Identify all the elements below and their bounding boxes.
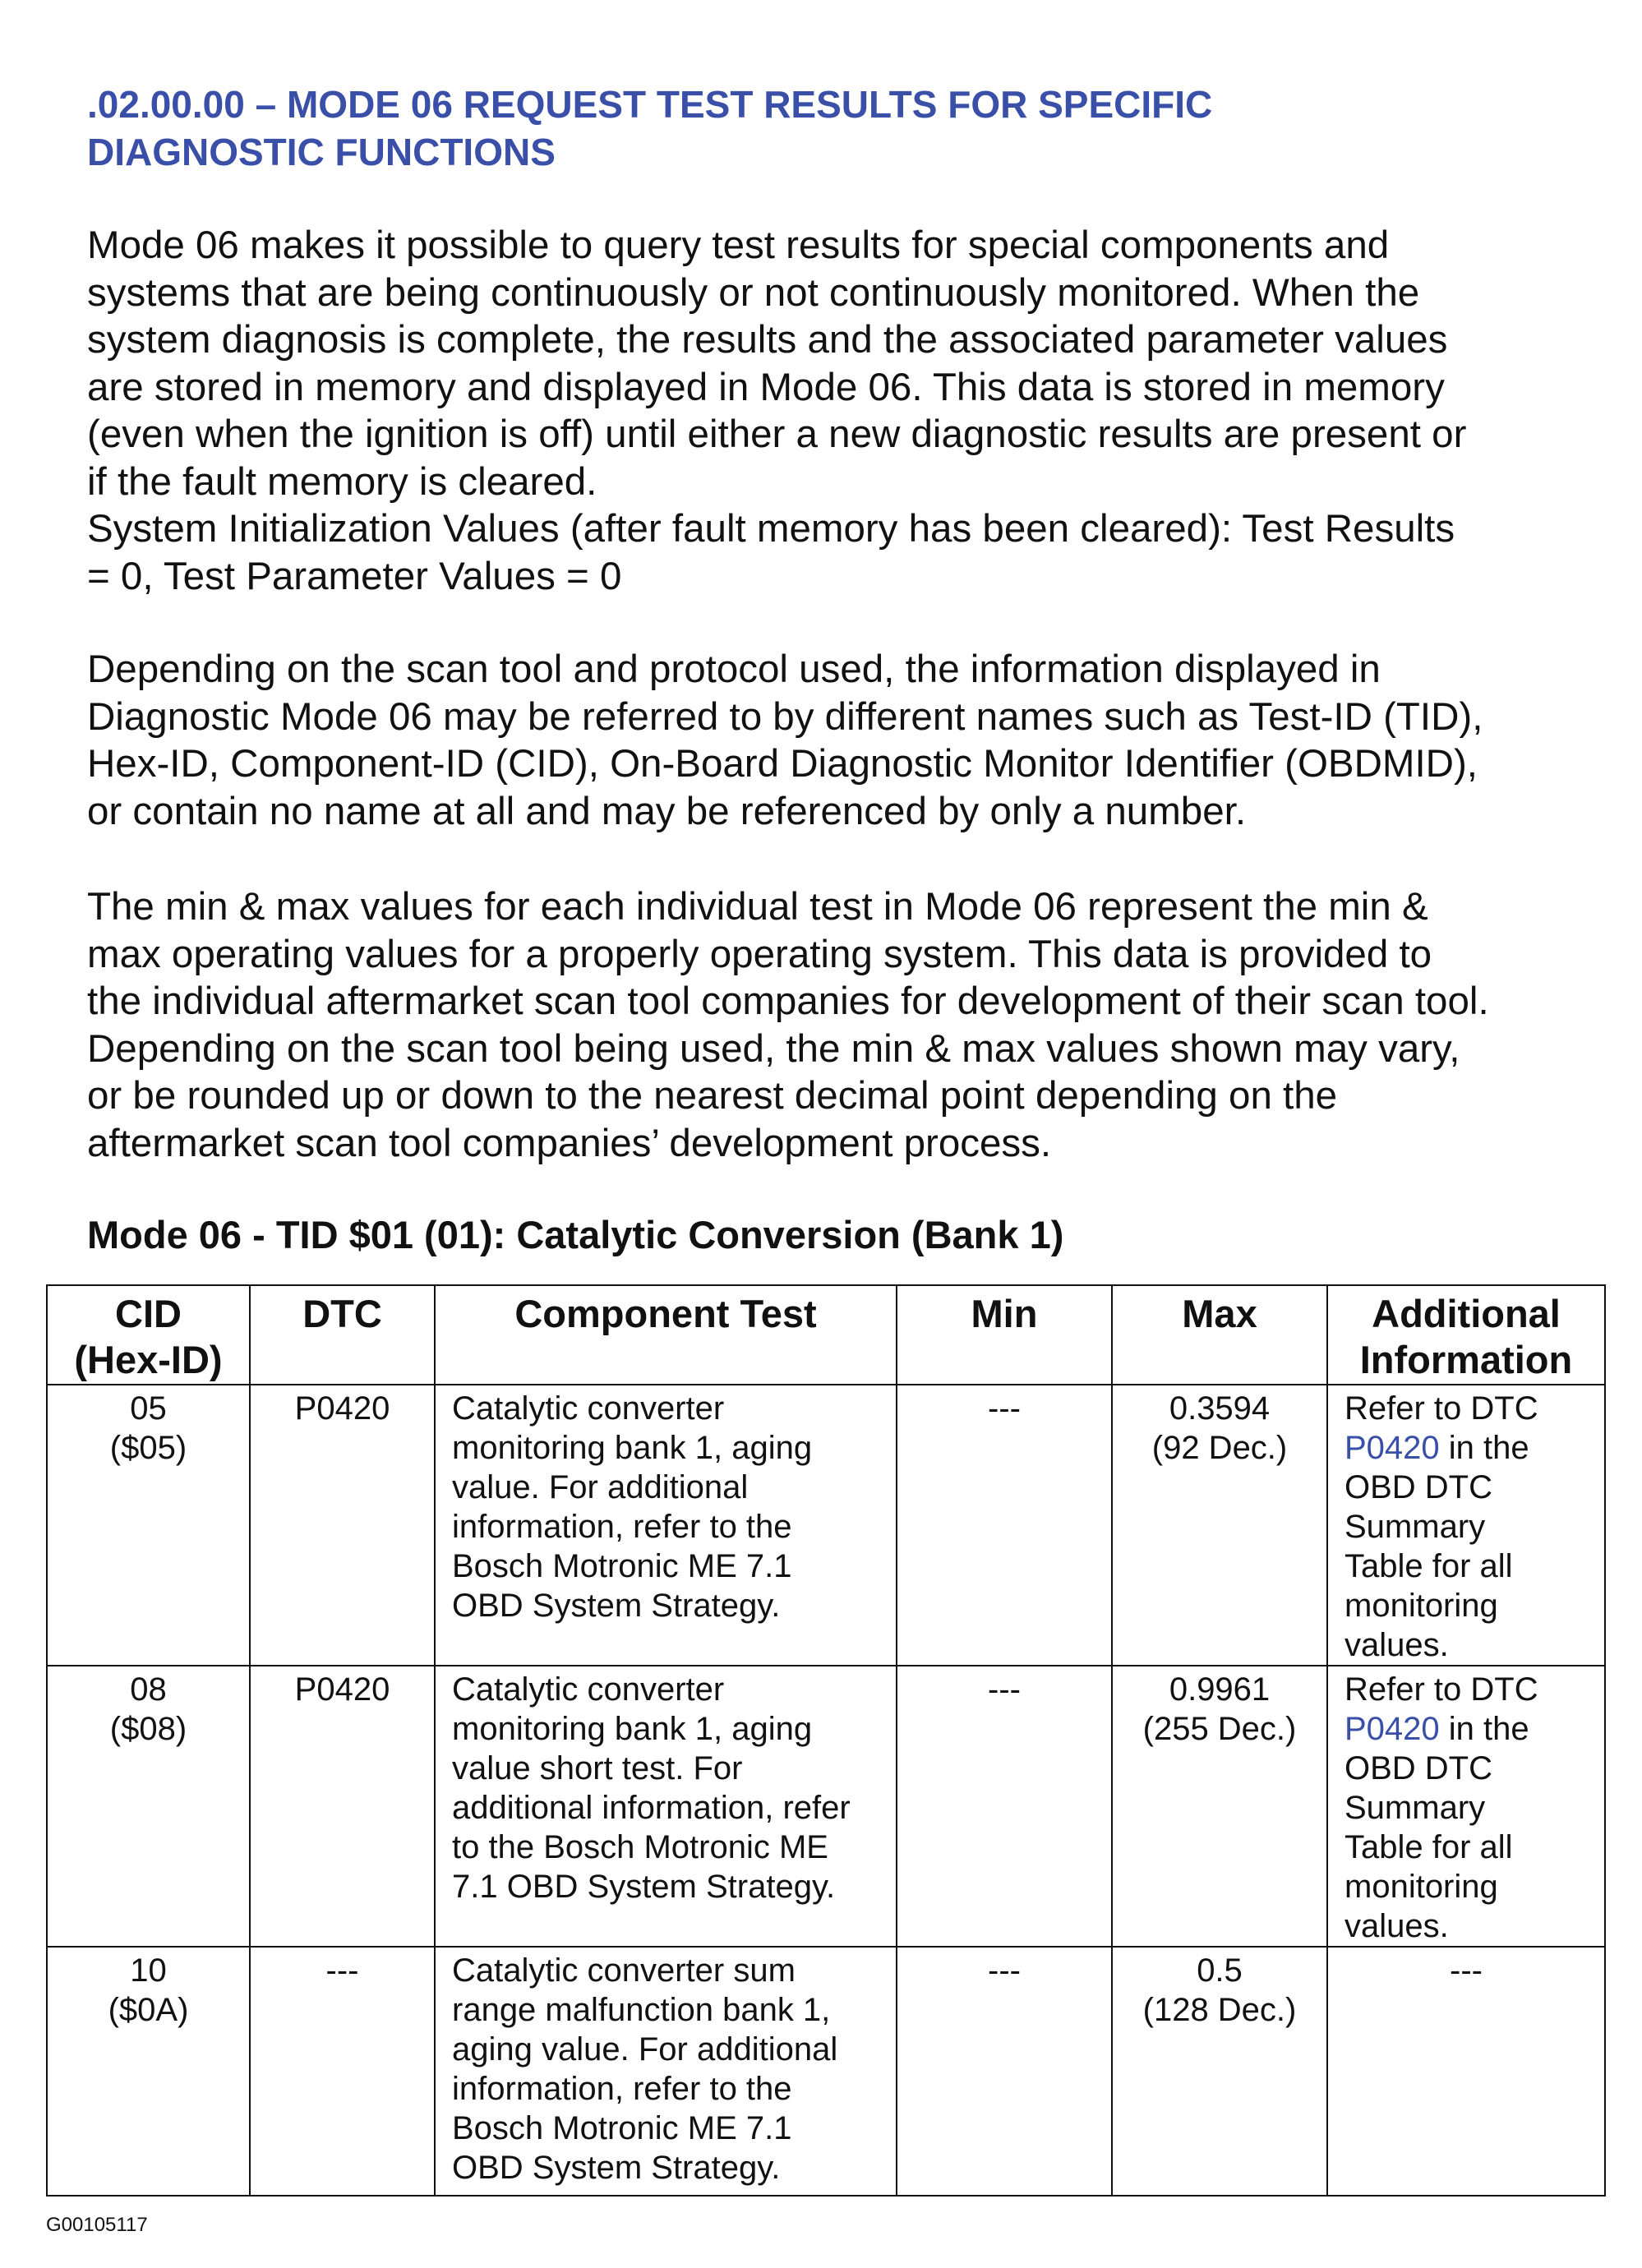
text-line: Hex-ID, Component-ID (CID), On-Board Diagnostic Monitor Identifier (OBDMID), [87,742,1478,786]
header-dtc: DTC [250,1285,435,1385]
text-line: Depending on the scan tool and protocol used, the information displayed in [87,648,1381,691]
text-line: System Initialization Values (after fault memory has been cleared): Test Results [87,507,1455,551]
cell-max: 0.9961 (255 Dec.) [1112,1666,1327,1947]
section-title [87,81,1550,176]
text-line: Depending on the scan tool being used, the min & max values shown may vary, [87,1026,1460,1071]
cell-dtc: P0420 [250,1666,435,1947]
cell-max: 0.5 (128 Dec.) [1112,1947,1327,2196]
header-max: Max [1112,1285,1327,1385]
text-line: the individual aftermarket scan tool companies for development of their scan tool. [87,980,1489,1023]
text-line: The min & max values for each individual test in Mode 06 represent the min & [87,885,1428,929]
header-min: Min [897,1285,1112,1385]
header-component-test: Component Test [435,1285,897,1385]
cell-cid: 05 ($05) [47,1385,250,1666]
text-line: Diagnostic Mode 06 may be referred to by different names such as Test-ID (TID), [87,694,1483,739]
text-line: aftermarket scan tool companies’ development process. [87,1121,1052,1165]
table-row [47,1666,1605,1947]
text-line: or be rounded up or down to the nearest decimal point depending on the [87,1074,1338,1118]
cell-min: --- [897,1947,1112,2196]
mode06-results-table [46,1284,1606,2197]
header-cid: CID (Hex-ID) [47,1285,250,1385]
cell-component-test: Catalytic converter sum range malfunction bank 1, aging value. For additional information, refer to the Bosch Motronic ME 7.1 OBD System Strategy. [435,1947,897,2196]
cell-max: 0.3594 (92 Dec.) [1112,1385,1327,1666]
intro-paragraph [87,222,1616,600]
table-title: Mode 06 - TID $01 (01): Catalytic Conversion (Bank 1) [87,1213,1064,1256]
naming-paragraph [87,646,1616,835]
cell-dtc: P0420 [250,1385,435,1666]
text-line: max operating values for a properly operating system. This data is provided to [87,932,1432,976]
dtc-link-p0420[interactable]: P0420 [1345,1430,1440,1466]
text-line: = 0, Test Parameter Values = 0 [87,554,622,598]
cell-dtc: --- [250,1947,435,2196]
cell-cid: 10 ($0A) [47,1947,250,2196]
cell-component-test: Catalytic converter monitoring bank 1, aging value. For additional information, refer to the Bosch Motronic ME 7.1 OBD System Strategy. [435,1385,897,1666]
min-max-paragraph [87,883,1616,1167]
cell-min: --- [897,1666,1112,1947]
header-additional-information: Additional Information [1327,1285,1605,1385]
dtc-link-p0420[interactable]: P0420 [1345,1711,1440,1747]
text-line: system diagnosis is complete, the results and the associated parameter values [87,318,1448,362]
section-title-line-2: DIAGNOSTIC FUNCTIONS [87,131,556,173]
text-line: systems that are being continuously or not continuously monitored. When the [87,270,1420,315]
text-line: if the fault memory is cleared. [87,459,597,504]
text-line: or contain no name at all and may be referenced by only a number. [87,789,1247,833]
document-code: G00105117 [46,2214,148,2236]
section-title-line-1: .02.00.00 – MODE 06 REQUEST TEST RESULTS FOR SPECIFIC [87,83,1213,126]
cell-cid: 08 ($08) [47,1666,250,1947]
text-line: are stored in memory and displayed in Mode 06. This data is stored in memory [87,365,1445,409]
cell-additional-information: Refer to DTC P0420 in the OBD DTC Summary Table for all monitoring values. [1327,1666,1605,1947]
text-line: (even when the ignition is off) until either a new diagnostic results are present or [87,413,1467,456]
cell-additional-information: Refer to DTC P0420 in the OBD DTC Summary Table for all monitoring values. [1327,1385,1605,1666]
text-line: Mode 06 makes it possible to query test results for special components and [87,224,1390,267]
cell-additional-information: --- [1327,1947,1605,2196]
table-row [47,1947,1605,2196]
table-row [47,1385,1605,1666]
cell-min: --- [897,1385,1112,1666]
cell-component-test: Catalytic converter monitoring bank 1, aging value short test. For additional information, refer to the Bosch Motronic ME 7.1 OBD System Strategy. [435,1666,897,1947]
table-header-row [47,1285,1605,1385]
